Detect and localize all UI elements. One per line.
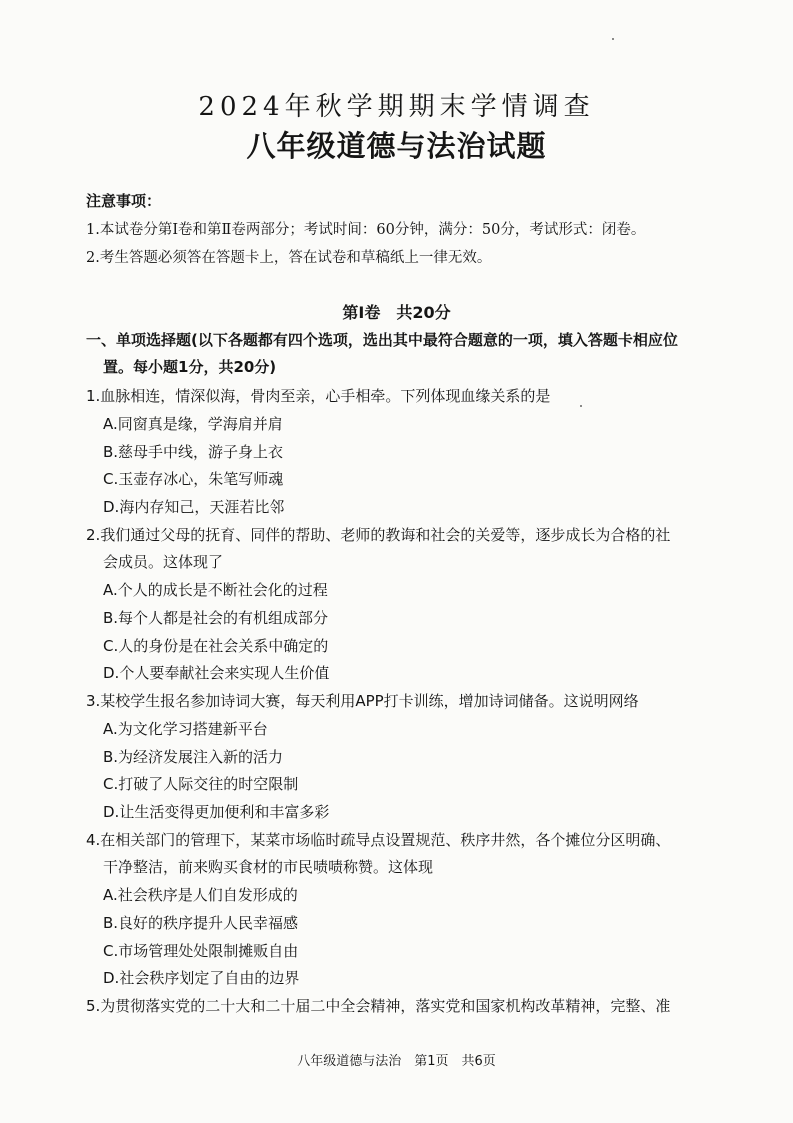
- page-footer: 八年级道德与法治 第1页 共6页: [297, 1054, 496, 1069]
- note-item: 2.考生答题必须答在答题卡上，答在试卷和草稿纸上一律无效。: [86, 250, 492, 266]
- question-option: D.海内存知己，天涯若比邻: [103, 498, 285, 516]
- question-option: B.良好的秩序提升人民幸福感: [103, 914, 299, 932]
- scan-speck: [612, 38, 614, 40]
- notes-heading: 注意事项：: [86, 192, 162, 210]
- question-option: C.玉壶存冰心，朱笔写师魂: [103, 470, 284, 488]
- question-stem: 2.我们通过父母的抚育、同伴的帮助、老师的教诲和社会的关爱等，逐步成长为合格的社: [86, 526, 671, 544]
- question-option: B.每个人都是社会的有机组成部分: [103, 609, 329, 627]
- exam-title: 2024年秋学期期末学情调查: [198, 92, 595, 122]
- question-option: D.社会秩序划定了自由的边界: [103, 969, 300, 987]
- question-option: D.让生活变得更加便利和丰富多彩: [103, 803, 330, 821]
- question-option: C.人的身份是在社会关系中确定的: [103, 637, 329, 655]
- question-stem: 1.血脉相连，情深似海，骨肉至亲，心手相牵。下列体现血缘关系的是: [86, 387, 551, 405]
- exam-subtitle: 八年级道德与法治试题: [246, 129, 547, 163]
- instruction-line: 置。每小题1分，共20分): [103, 358, 277, 376]
- question-stem: 干净整洁，前来购买食材的市民啧啧称赞。这体现: [103, 858, 434, 876]
- question-stem: 5.为贯彻落实党的二十大和二十届二中全会精神，落实党和国家机构改革精神，完整、准: [86, 997, 671, 1015]
- instruction-line: 一、单项选择题(以下各题都有四个选项，选出其中最符合题意的一项，填入答题卡相应位: [86, 331, 678, 349]
- question-option: B.为经济发展注入新的活力: [103, 748, 284, 766]
- question-option: D.个人要奉献社会来实现人生价值: [103, 664, 330, 682]
- section-title: 第Ⅰ卷 共20分: [342, 303, 451, 322]
- question-stem: 会成员。这体现了: [103, 553, 224, 571]
- question-option: B.慈母手中线，游子身上衣: [103, 443, 284, 461]
- question-option: C.打破了人际交往的时空限制: [103, 775, 299, 793]
- question-option: A.个人的成长是不断社会化的过程: [103, 581, 328, 599]
- scan-speck: [580, 405, 582, 407]
- note-item: 1.本试卷分第Ⅰ卷和第Ⅱ卷两部分；考试时间：60分钟，满分：50分，考试形式：闭卷。: [86, 222, 646, 238]
- question-option: A.为文化学习搭建新平台: [103, 720, 268, 738]
- question-stem: 4.在相关部门的管理下，某菜市场临时疏导点设置规范、秩序井然，各个摊位分区明确、: [86, 831, 671, 849]
- question-option: C.市场管理处处限制摊贩自由: [103, 942, 299, 960]
- question-option: A.同窗真是缘，学海肩并肩: [103, 415, 283, 433]
- question-option: A.社会秩序是人们自发形成的: [103, 886, 298, 904]
- question-stem: 3.某校学生报名参加诗词大赛，每天利用APP打卡训练，增加诗词储备。这说明网络: [86, 692, 639, 710]
